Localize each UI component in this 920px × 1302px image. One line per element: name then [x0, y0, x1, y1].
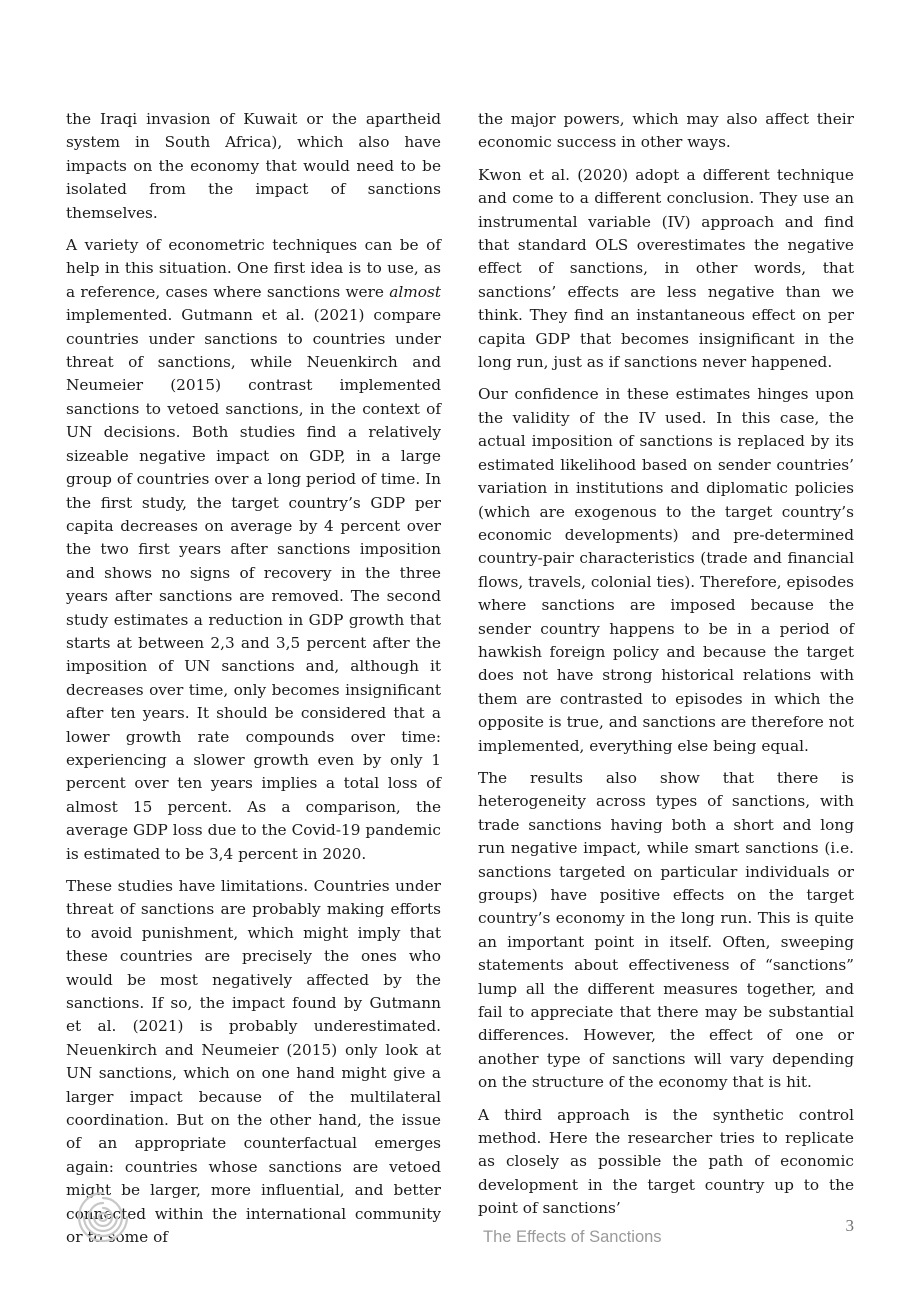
right-paragraph-1: the major powers, which may also affect their economic success in other ways.: [478, 110, 854, 152]
right-paragraph-5: A third approach is the synthetic control method. Here the researcher tries to replicate as closely as possible the path of economic development in the target country up to the point of sanctions’: [478, 1105, 854, 1218]
concentric-circles-logo-icon: [76, 1190, 130, 1244]
right-paragraph-3: Our confidence in these estimates hinges upon the validity of the IV used. In this case, the actual imposition of sanctions is replaced by its estimated likelihood based on sender countries’ variation in institutions and diplomatic policies (which are exogenous to the target country’s economic developments) and pre-determined country-pair characteristics (trade and financial flows, travels, colonial ties). Therefore, episodes where sanctions are imposed because the sender country happens to be in a period of hawkish foreign policy and because the target does not have strong historical relations with them are contrasted to episodes in which the opposite is true, and sanctions are therefore not implemented, everything else being equal.: [478, 385, 854, 755]
left-paragraph-1: the Iraqi invasion of Kuwait or the apartheid system in South Africa), which also have impacts on the economy that would need to be isolated from the impact of sanctions themselves.: [66, 110, 441, 222]
left-paragraph-2-part-2: implemented. Gutmann et al. (2021) compare countries under sanctions to countries under threat of sanctions, while Neuenkirch and Neumeier (2015) contrast implemented sanctions to vetoed sanctions, in the context of UN decisions. Both studies find a relatively sizeable negative impact on GDP, in a large group of countries over a long period of time. In the first study, the target country’s GDP per capita decreases on average by 4 percent over the two first years after sanctions imposition and shows no signs of recovery in the three years after sanctions are removed. The second study estimates a reduction in GDP growth that starts at between 2,3 and 3,5 percent after the imposition of UN sanctions and, although it decreases over time, only becomes insignificant after ten years. It should be considered that a lower growth rate compounds over time: experiencing a slower growth even by only 1 percent over ten years implies a total loss of almost 15 percent. As a comparison, the average GDP loss due to the Covid-19 pandemic is estimated to be 3,4 percent in 2020.: [66, 306, 441, 863]
right-paragraph-2: Kwon et al. (2020) adopt a different technique and come to a different conclusion. They use an instrumental variable (IV) approach and find that standard OLS overestimates the negative effect of sanctions, in other words, that sanctions’ effects are less negative than we think. They find an instantaneous effect on per capita GDP that becomes insignificant in the long run, just as if sanctions never happened.: [478, 165, 854, 372]
left-paragraph-2: [66, 234, 441, 866]
page-number: 3: [845, 1216, 854, 1235]
left-column: [66, 108, 441, 1259]
footer-document-title: The Effects of Sanctions: [483, 1228, 662, 1246]
left-paragraph-2-italic-word: almost: [389, 282, 441, 301]
right-paragraph-4: The results also show that there is heterogeneity across types of sanctions, with trade sanctions having both a short and long run negative impact, while smart sanctions (i.e. sanctions targeted on particular individuals or groups) have positive effects on the target country’s economy in the long run. This is quite an important point in itself. Often, sweeping statements about effectiveness of “sanctions” lump all the different measures together, and fail to appreciate that there may be substantial differences. However, the effect of one or another type of sanctions will vary depending on the structure of the economy that is hit.: [478, 768, 854, 1092]
right-column: [478, 108, 854, 1230]
left-paragraph-2-part-1: A variety of econometric techniques can be of help in this situation. One first idea is to use, as a reference, cases where sanctions were: [66, 236, 441, 301]
left-paragraph-3: These studies have limitations. Countries under threat of sanctions are probably making efforts to avoid punishment, which might imply that these countries are precisely the ones who would be most negatively affected by the sanctions. If so, the impact found by Gutmann et al. (2021) is probably underestimated. Neuenkirch and Neumeier (2015) only look at UN sanctions, which on one hand might give a larger impact because of the multilateral coordination. But on the other hand, the issue of an appropriate counterfactual emerges again: countries whose sanctions are vetoed might be larger, more influential, and better connected within the international community or to some of: [66, 877, 441, 1247]
